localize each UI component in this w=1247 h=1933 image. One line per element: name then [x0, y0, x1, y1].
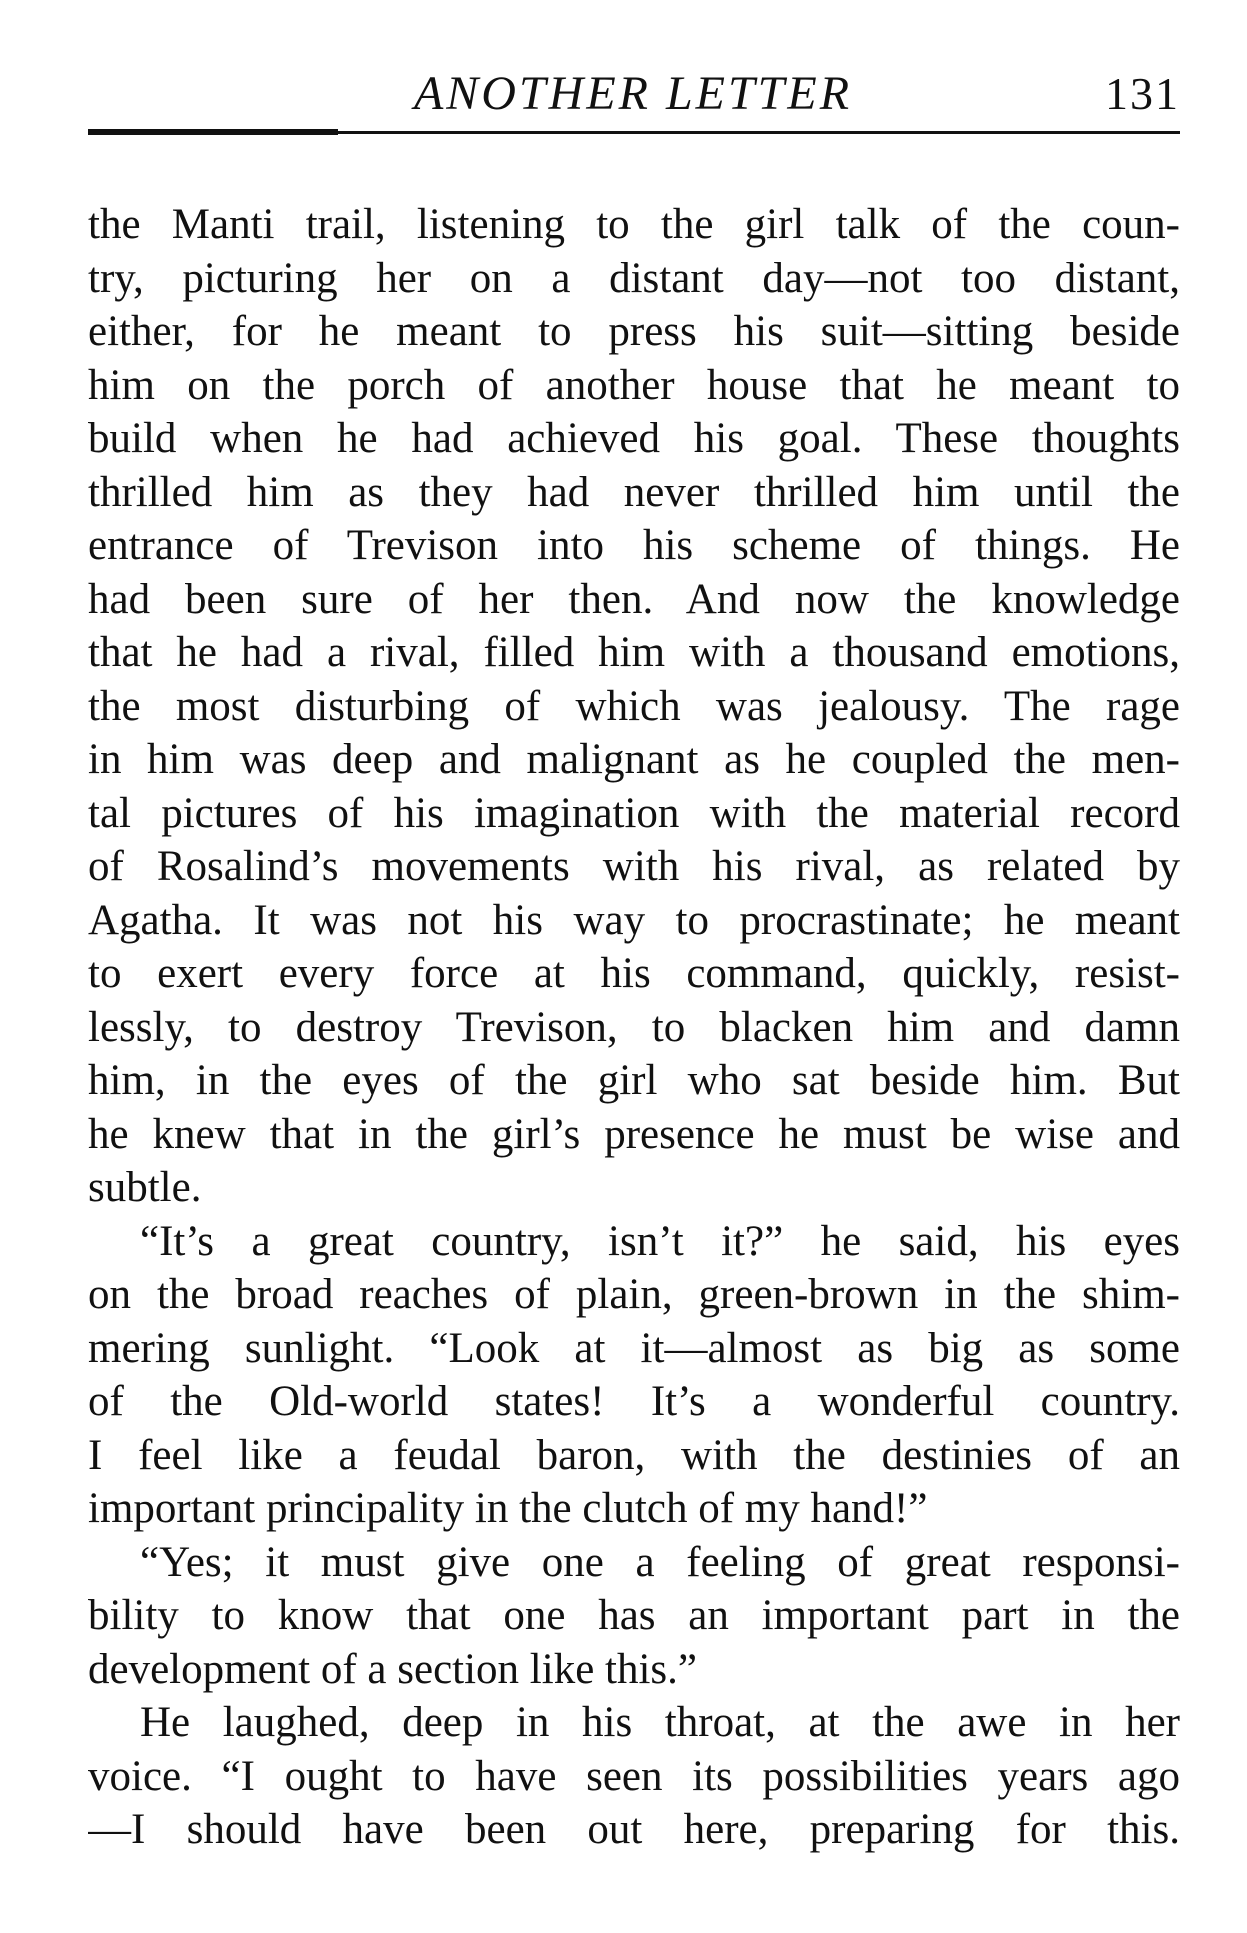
text-line: lessly, to destroy Trevison, to blacken him and damn — [88, 1003, 1180, 1051]
text-line: subtle. — [88, 1164, 202, 1211]
body-text — [88, 198, 1180, 1857]
text-line: Agatha. It was not his way to procrastinate; he meant — [88, 896, 1180, 944]
text-line: development of a section like this.” — [88, 1645, 697, 1693]
page-number: 131 — [1105, 68, 1180, 119]
text-line: try, picturing her on a distant day—not too distant, — [88, 254, 1180, 302]
text-line: He laughed, deep in his throat, at the awe in her — [140, 1699, 1180, 1746]
text-line: the most disturbing of which was jealousy. The rage — [88, 682, 1180, 730]
text-line: bility to know that one has an important part in the — [88, 1592, 1180, 1639]
text-line: in him was deep and malignant as he coupled the men- — [88, 736, 1180, 783]
text-line: tal pictures of his imagination with the material record — [88, 789, 1180, 837]
text-line: on the broad reaches of plain, green-brown in the shim- — [88, 1271, 1180, 1318]
text-line: mering sunlight. “Look at it—almost as big as some — [88, 1324, 1180, 1372]
running-title: ANOTHER LETTER — [413, 67, 853, 120]
text-line: him on the porch of another house that he meant to — [88, 361, 1180, 409]
text-line: build when he had achieved his goal. These thoughts — [88, 415, 1180, 462]
text-line: to exert every force at his command, quickly, resist- — [88, 950, 1180, 997]
text-line: voice. “I ought to have seen its possibilities years ago — [88, 1752, 1180, 1800]
text-line: thrilled him as they had never thrilled him until the — [88, 468, 1180, 516]
text-line: him, in the eyes of the girl who sat beside him. But — [88, 1057, 1180, 1104]
text-line: important principality in the clutch of my hand!” — [88, 1485, 928, 1532]
text-line: “Yes; it must give one a feeling of great responsi- — [140, 1538, 1180, 1586]
text-line: either, for he meant to press his suit—sitting beside — [88, 308, 1180, 355]
text-line: he knew that in the girl’s presence he must be wise and — [88, 1110, 1180, 1158]
text-line: “It’s a great country, isn’t it?” he said, his eyes — [140, 1217, 1180, 1265]
text-line: entrance of Trevison into his scheme of things. He — [88, 522, 1180, 569]
text-line: that he had a rival, filled him with a thousand emotions, — [88, 629, 1180, 676]
text-line: the Manti trail, listening to the girl talk of the coun- — [88, 201, 1180, 248]
text-line: of the Old-world states! It’s a wonderful country. — [88, 1378, 1180, 1425]
text-line: of Rosalind’s movements with his rival, as related by — [88, 843, 1180, 890]
header-rule — [88, 131, 1180, 134]
text-line: I feel like a feudal baron, with the destinies of an — [88, 1431, 1180, 1479]
text-line: had been sure of her then. And now the knowledge — [88, 575, 1180, 623]
text-line: —I should have been out here, preparing for this. — [88, 1806, 1180, 1853]
running-head — [88, 62, 1180, 126]
